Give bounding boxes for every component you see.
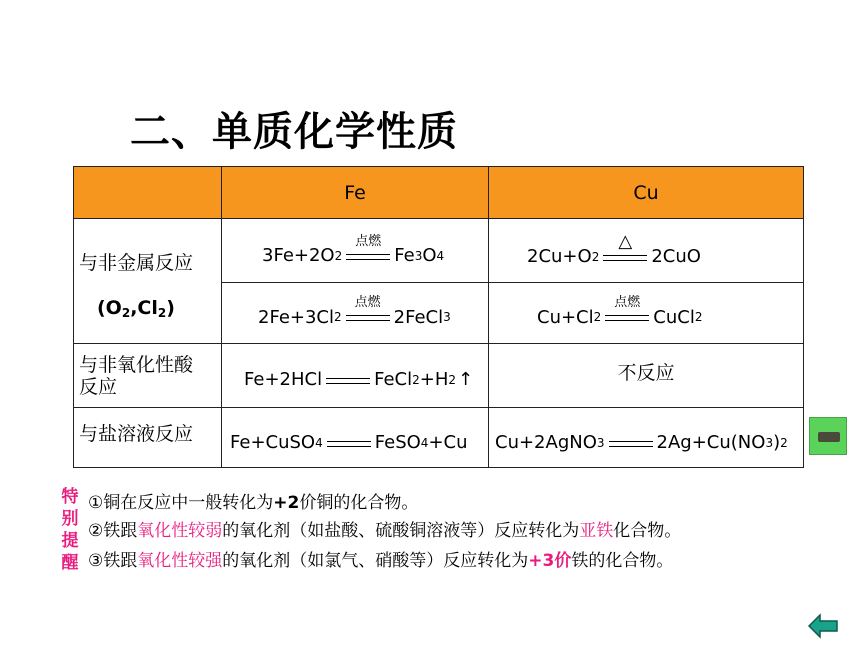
reaction-arrow [609,436,653,450]
row-label-salt [74,408,222,468]
table-row [74,344,804,408]
heat-icon: △ [618,230,633,252]
table-header-row [74,167,804,219]
table-row [74,219,804,283]
reaction-arrow [327,436,371,450]
properties-table [73,166,804,468]
row-label-nonmetal [74,219,222,344]
eq-right: CuCl [653,306,695,328]
eq-left: 2Fe+3Cl [258,306,334,328]
condition-label: 点燃 [614,295,641,310]
table-row [74,408,804,468]
note-1: ①铜在反应中一般转化为+2价铜的化合物。 [88,493,419,513]
note-3: ③铁跟氧化性较强的氧化剂（如氯气、硝酸等）反应转化为+3价铁的化合物。 [88,551,674,571]
eq-right: 2CuO [651,246,701,267]
cu-hcl-cell [489,344,804,408]
special-reminder-label: 特 别 提 醒 [61,487,79,573]
back-arrow-icon[interactable] [808,613,838,639]
row-label-text: 与非金属反应 [79,252,194,274]
eq-left: 2Cu+O [527,246,592,267]
fe-hcl-cell: Fe+2HCl FeCl 2 +H 2 ↑ [222,344,489,408]
gas-arrow-icon: ↑ [458,369,474,390]
eq-left: Cu+2AgNO [495,432,597,453]
reaction-arrow [603,230,647,264]
eq-right: 2FeCl [393,306,444,328]
eq-right: FeSO [374,432,421,453]
row-label-text: 与盐溶液反应 [79,423,194,445]
row-label-text: 与非氧化性酸反应 [79,353,194,398]
row-label-sub: $(O_2,Cl_2)$ [97,297,175,320]
reaction-arrow [326,373,370,387]
eq-left: 3Fe+2O [262,245,335,266]
page-title: 二、单质化学性质 [130,109,458,155]
header-fe: Fe [222,167,489,219]
fe-cl2-cell: 2Fe+3Cl 2 点燃 2FeCl 3 [222,283,489,344]
no-reaction-text: 不反应 [617,362,675,384]
condition-label: 点燃 [354,295,381,310]
row-label-acid [74,344,222,408]
eq-right: 2Ag+Cu(NO [656,432,766,453]
cu-o2-cell: 2Cu+O 2 △ 2CuO [489,219,804,283]
fe-o2-cell: 3Fe+2O 2 点燃 Fe 3 O 4 [222,219,489,283]
eq-left: Fe+CuSO [230,432,316,453]
eq-right: FeCl [374,369,413,390]
eq-right: Fe [394,245,415,266]
header-cu: Cu [489,167,804,219]
reaction-arrow [346,295,390,324]
condition-label: 点燃 [355,233,382,249]
cu-agno3-cell: Cu+2AgNO 3 2Ag+Cu(NO 3 ) 2 [489,408,804,468]
car-icon-button[interactable] [809,417,847,455]
eq-left: Cu+Cl [537,306,594,328]
header-empty [74,167,222,219]
car-icon [818,432,840,442]
eq-left: Fe+2HCl [244,369,323,390]
fe-cuso4-cell: Fe+CuSO 4 FeSO 4 +Cu [222,408,489,468]
reaction-arrow [605,295,649,324]
cu-cl2-cell: Cu+Cl 2 点燃 CuCl 2 [489,283,804,344]
note-2: ②铁跟氧化性较弱的氧化剂（如盐酸、硫酸铜溶液等）反应转化为亚铁化合物。 [88,521,682,541]
reaction-arrow [346,233,390,263]
